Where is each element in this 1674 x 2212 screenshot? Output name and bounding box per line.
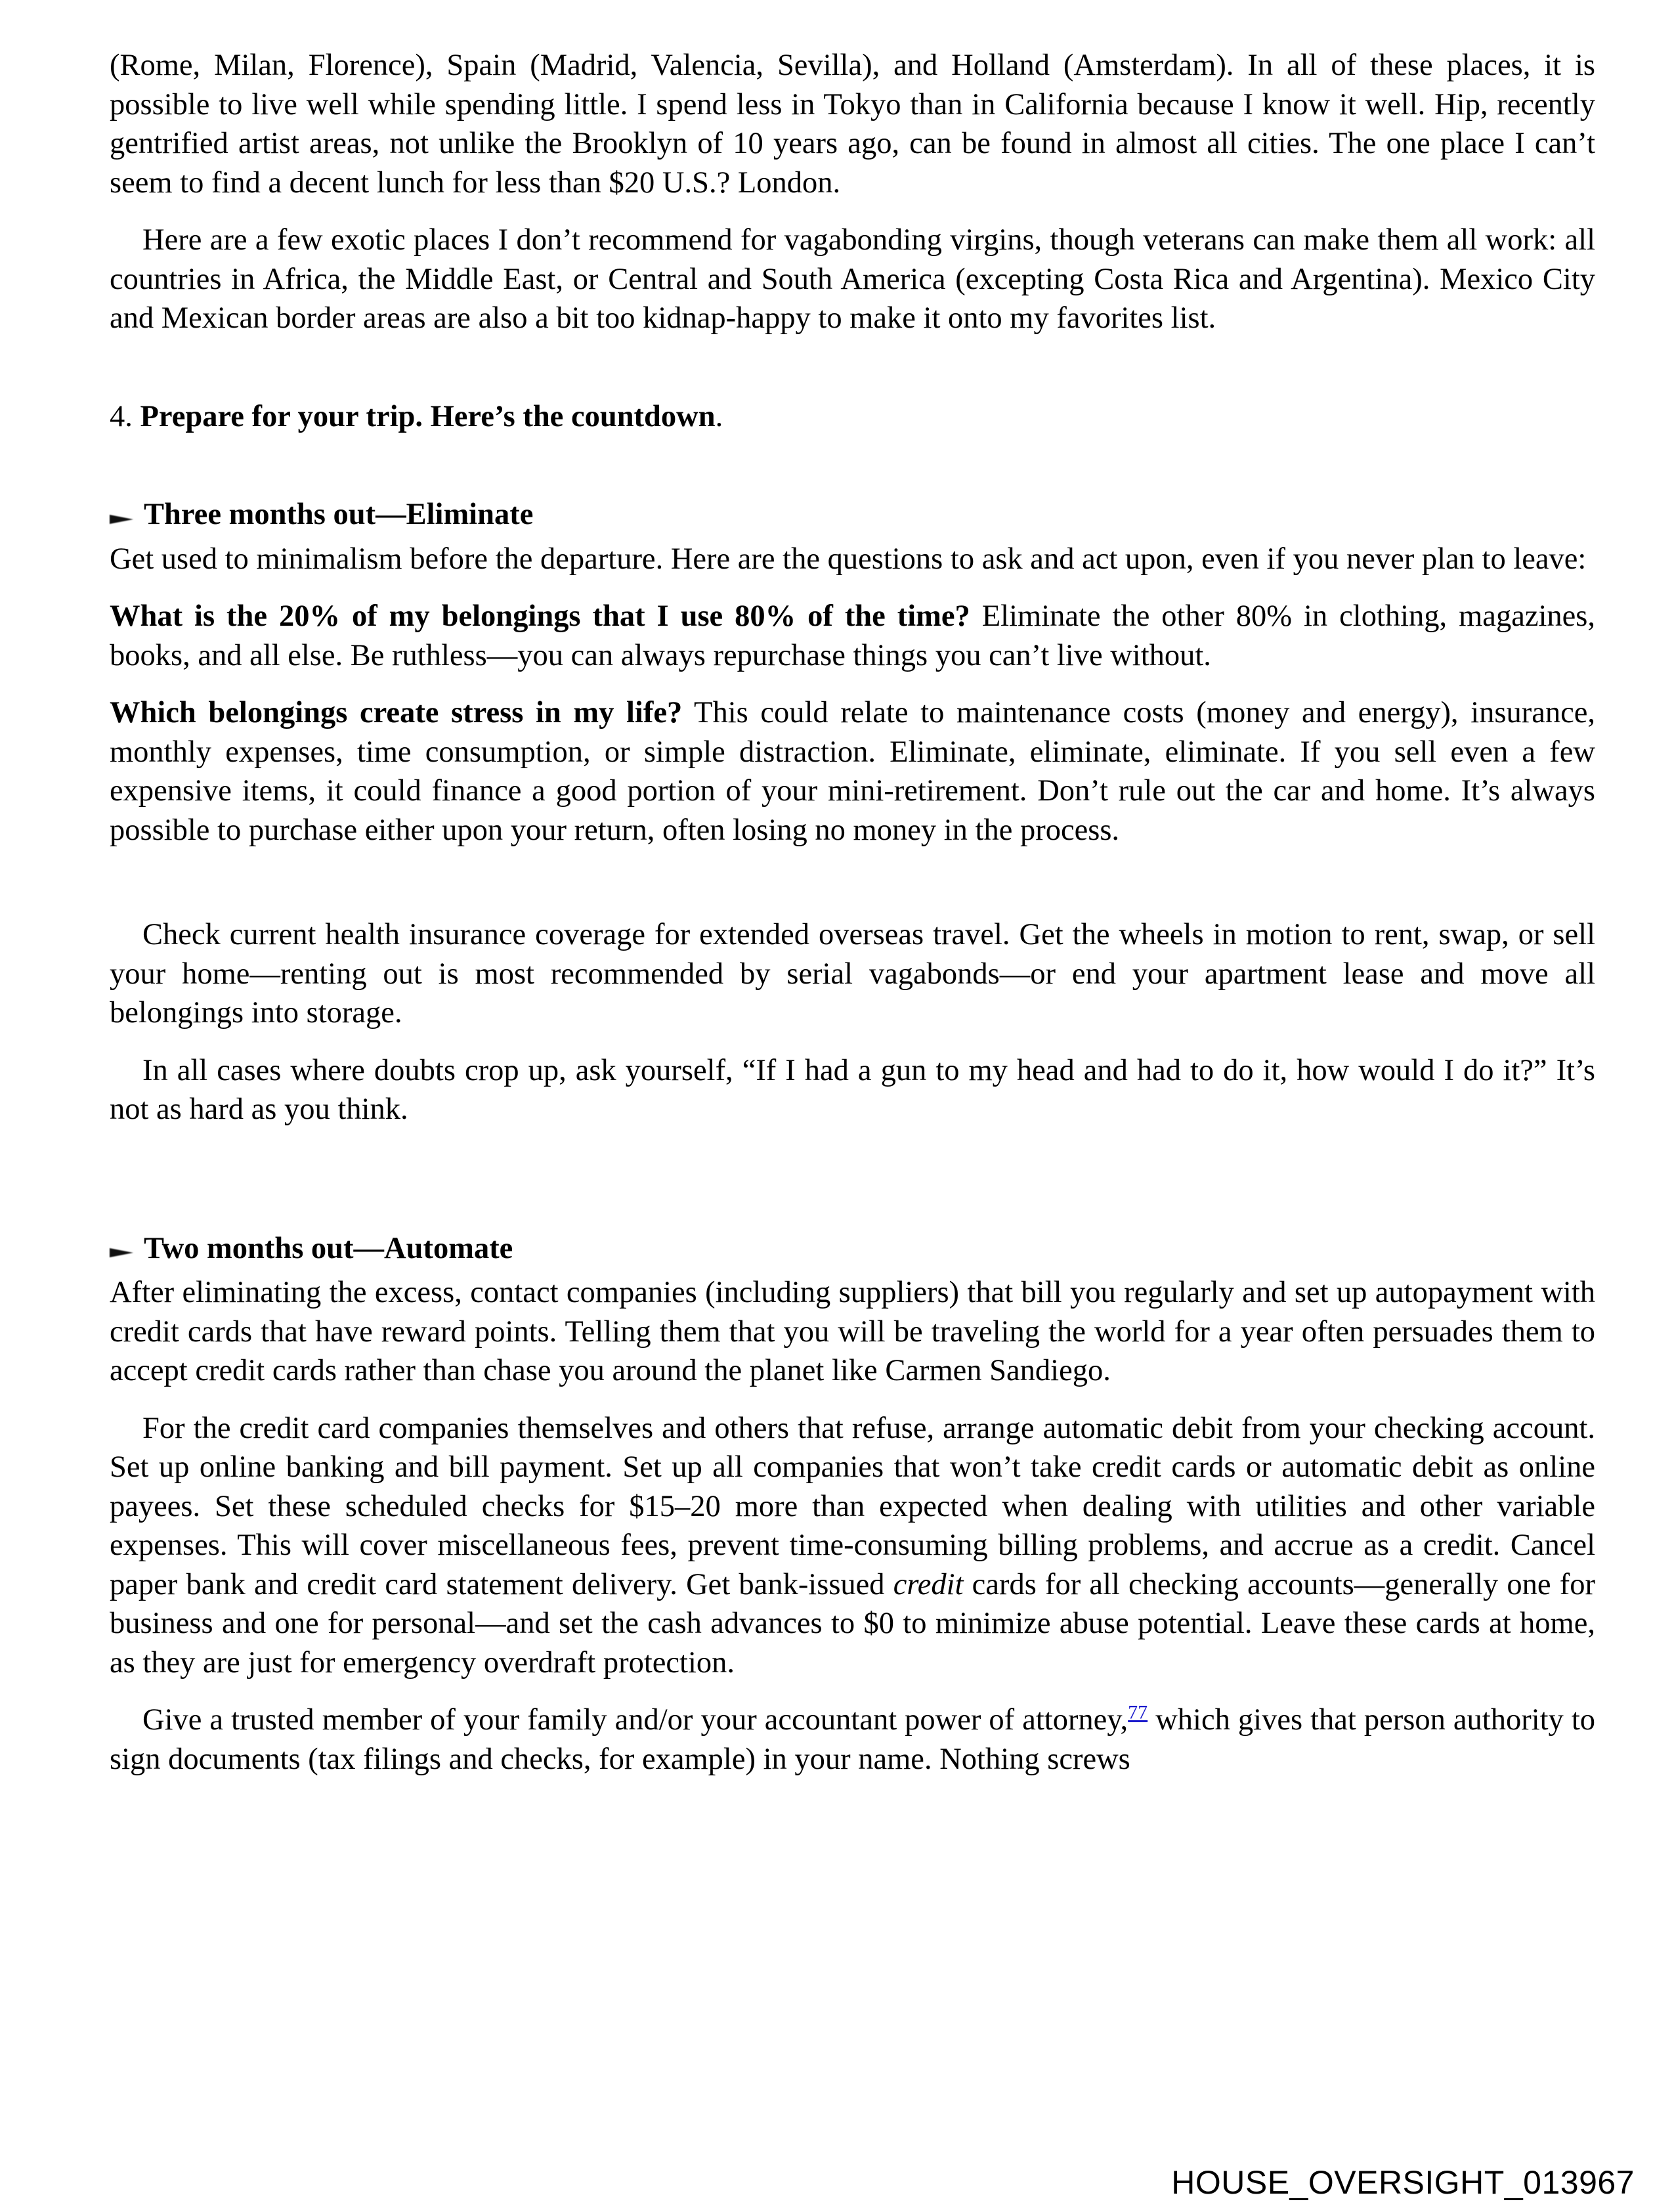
bates-number: HOUSE_OVERSIGHT_013967 xyxy=(1171,2164,1635,2201)
paragraph-cities: (Rome, Milan, Florence), Spain (Madrid, Valencia, Sevilla), and Holland (Amsterdam). In all of these places, it is possible to live well while spending little. I spend less in Tokyo than in California because I know it well. Hip, recently gentrified artist areas, not unlike the Brooklyn of 10 years ago, can be found in almost all cities. The one place I can’t seem to find a decent lunch for less than $20 U.S.? London. xyxy=(110,49,1595,200)
paragraph-autopayment: After eliminating the excess, contact companies (including suppliers) that bill you regularly and set up autopayment with credit cards that have reward points. Telling them that you will be traveling the world for a year often persuades them to accept credit cards rather than chase you around the planet like Carmen Sandiego. xyxy=(110,1276,1595,1387)
section-heading-text: Three months out—Eliminate xyxy=(144,498,534,531)
document-page xyxy=(110,46,1595,1779)
paragraph-health-insurance: Check current health insurance coverage for extended overseas travel. Get the wheels in motion to rent, swap, or sell your home—renting out is most recommended by serial vagabonds—or end your apartment lease and move all belongings into storage. xyxy=(110,918,1595,1030)
question-bold: What is the 20% of my belongings that I use 80% of the time? xyxy=(110,599,970,633)
arrow-bullet-icon xyxy=(110,515,133,524)
arrow-bullet-icon xyxy=(110,1248,133,1257)
paragraph-doubts: In all cases where doubts crop up, ask yourself, “If I had a gun to my head and had to do it, how would I do it?” It’s not as hard as you think. xyxy=(110,1053,1595,1126)
section-heading-two-months xyxy=(110,1229,1595,1269)
step-title: Prepare for your trip. Here’s the countdown xyxy=(140,399,716,433)
paragraph-minimalism: Get used to minimalism before the departure. Here are the questions to ask and act upon, even if you never plan to leave: xyxy=(110,542,1587,576)
paragraph-question-stress: Which belongings create stress in my life? This could relate to maintenance costs (money and energy), insurance, monthly expenses, time consumption, or simple distraction. Eliminate, eliminate, eliminate. If you sell even a few expensive items, it could finance a good portion of your mini-retirement. Don’t rule out the car and home. It’s always possible to purchase either upon your return, often losing no money in the process. xyxy=(110,696,1595,847)
step-4-heading: 4. Prepare for your trip. Here’s the countdown. xyxy=(110,399,723,433)
emphasis-credit: credit xyxy=(893,1567,964,1601)
section-heading-text: Two months out—Automate xyxy=(144,1231,513,1265)
footnote-link-77[interactable]: 77 xyxy=(1128,1701,1148,1724)
question-bold: Which belongings create stress in my life? xyxy=(110,696,683,729)
paragraph-question-20-80: What is the 20% of my belongings that I use 80% of the time? Eliminate the other 80% in clothing, magazines, books, and all else. Be ruthless—you can always repurchase things you can’t live without. xyxy=(110,599,1595,672)
paragraph-power-of-attorney: Give a trusted member of your family and/or your accountant power of attorney,$^{77}$ which gives that person authority to sign documents (tax filings and checks, for example) in your name. Nothing screws xyxy=(110,1701,1595,1776)
paragraph-not-recommended: Here are a few exotic places I don’t recommend for vagabonding virgins, though veterans can make them all work: all countries in Africa, the Middle East, or Central and South America (excepting Costa Rica and Argentina). Mexico City and Mexican border areas are also a bit too kidnap-happy to make it onto my favorites list. xyxy=(110,223,1595,335)
section-heading-three-months xyxy=(110,495,1595,534)
paragraph-automatic-debit: For the credit card companies themselves and others that refuse, arrange automatic debit from your checking account. Set up online banking and bill payment. Set up all companies that won’t take credit cards or automatic debit as online payees. Set these scheduled checks for $15–20 more than expected when dealing with utilities and other variable expenses. This will cover miscellaneous fees, prevent time-consuming billing problems, and accrue as a credit. Cancel paper bank and credit card statement delivery. Get bank-issued credit cards for all checking accounts—generally one for business and one for personal—and set the cash advances to $0 to minimize abuse potential. Leave these cards at home, as they are just for emergency overdraft protection. xyxy=(110,1411,1595,1680)
step-number: 4. xyxy=(110,399,133,433)
